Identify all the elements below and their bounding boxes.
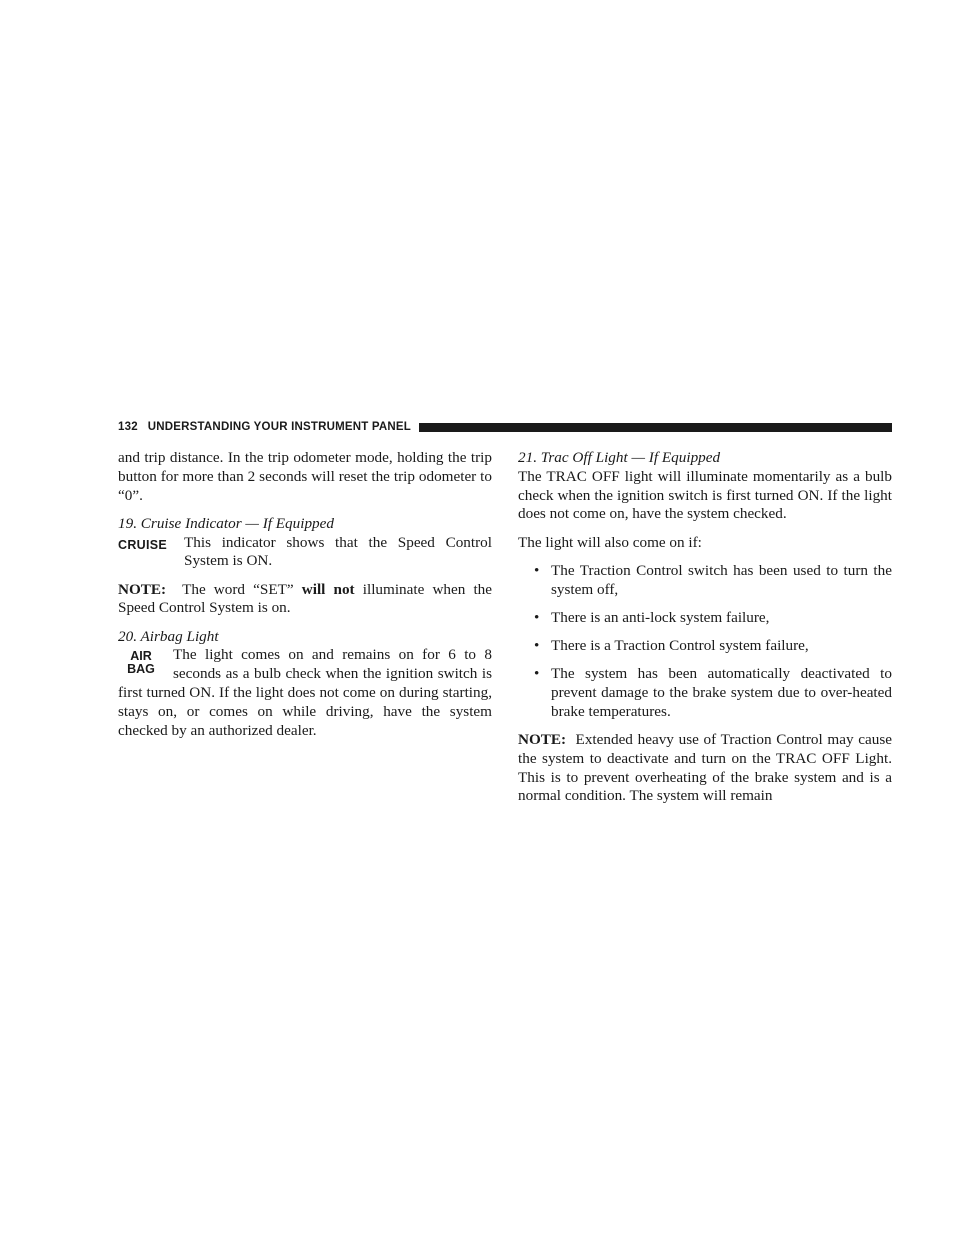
cruise-section [118,534,492,572]
page-number: 132 [118,421,138,433]
also-intro: The light will also come on if: [518,533,702,551]
note-set [118,581,492,619]
left-column [118,449,492,740]
note-text: Extended heavy use of Traction Control may cause the system to deactivate and turn on the TRAC OFF Light. This is to prevent overheating of the brake system and is a normal condition. The system will remain [518,730,892,805]
airbag-icon-line2: BAG [127,662,155,677]
cruise-heading: 19. Cruise Indicator — If Equipped [118,514,334,532]
note-bold: will not [301,580,355,598]
airbag-heading: 20. Airbag Light [118,627,219,645]
airbag-icon-line1: AIR [130,649,152,664]
trac-text: The TRAC OFF light will illuminate momentarily as a bulb check when the ignition switch is first turned ON. If the light does not come on, have the system checked. [518,467,892,523]
list-item: • The system has been automatically deactivated to prevent damage to the brake system due to over-heated brake temperatures. [518,665,892,721]
cruise-text: This indicator shows that the Speed Control System is ON. [184,533,492,570]
condition-list [518,562,892,722]
airbag-text: The light comes on and remains on for 6 to 8 seconds as a bulb check when the ignition switch is first turned ON. If the light does not come on during starting, stays on, or comes on while driving, have the system checked by an authorized dealer. [118,646,492,739]
section-title: UNDERSTANDING YOUR INSTRUMENT PANEL [147,421,411,433]
note-post: illuminate when the Speed Control System is on. [118,580,493,617]
intro-paragraph: and trip distance. In the trip odometer mode, holding the trip button for more than 2 seconds will reset the trip odometer to “0”. [118,449,492,504]
airbag-section [118,646,492,740]
header-rule [419,423,892,432]
cruise-indicator-icon: CRUISE [118,537,168,552]
trac-heading: 21. Trac Off Light — If Equipped [518,449,721,466]
right-column [518,449,892,815]
note-pre: The word “SET” [182,580,294,598]
note-traction [518,731,892,806]
page-header [118,419,892,435]
list-item: • There is a Traction Control system failure, [518,637,892,656]
note-label: NOTE: [518,730,567,748]
airbag-icon [121,650,161,676]
list-item: • There is an anti-lock system failure, [518,609,892,628]
note-label: NOTE: [118,580,167,598]
list-item: • The Traction Control switch has been used to turn the system off, [518,562,892,600]
